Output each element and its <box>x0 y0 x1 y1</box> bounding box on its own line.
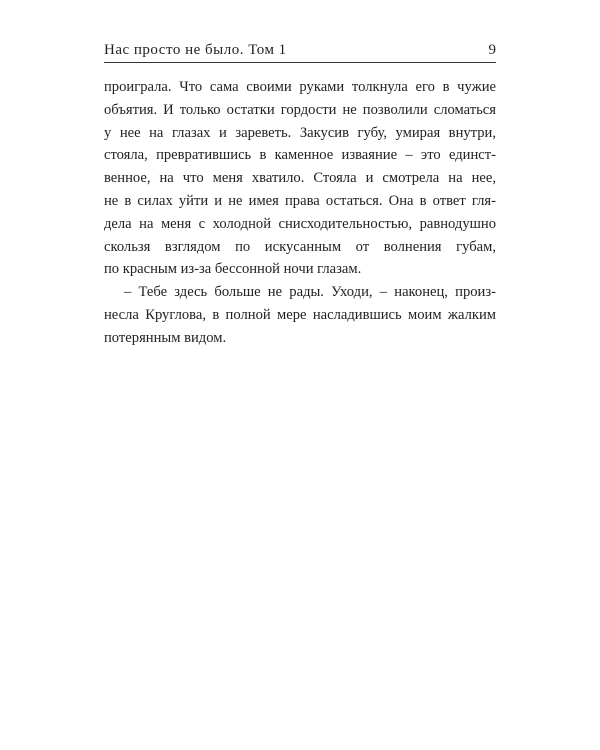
text-line: – Тебе здесь больше не рады. Уходи, – наконец, произ- <box>124 284 496 301</box>
paragraph-1 <box>104 76 496 281</box>
text-line: дела на меня с холодной снисходительностью, равнодушно <box>104 215 496 232</box>
text-line: проиграла. Что сама своими руками толкнула его в чужие <box>104 79 496 95</box>
text-line: потерянным видом. <box>104 329 227 346</box>
text-line: у нее на глазах и зареветь. Закусив губу, умирая внутри, <box>104 124 496 141</box>
running-header <box>104 40 496 63</box>
text-line: не в силах уйти и не имея права остаться. Она в ответ гля- <box>104 192 496 209</box>
text-line: стояла, превратившись в каменное изваяние – это единст- <box>104 147 496 164</box>
paragraph-2 <box>104 281 496 349</box>
text-line: несла Круглова, в полной мере насладившись моим жалким <box>104 306 496 323</box>
text-line: скользя взглядом по искусанным от волнения губам, <box>104 238 496 255</box>
page-number: 9 <box>488 42 496 58</box>
text-line: венное, на что меня хватило. Стояла и смотрела на нее, <box>104 170 496 187</box>
body-text <box>104 76 496 350</box>
running-title: Нас просто не было. Том 1 <box>104 42 287 58</box>
text-line: объятия. И только остатки гордости не позволили сломаться <box>104 101 496 118</box>
text-line: по красным из-за бессонной ночи глазам. <box>104 261 362 278</box>
